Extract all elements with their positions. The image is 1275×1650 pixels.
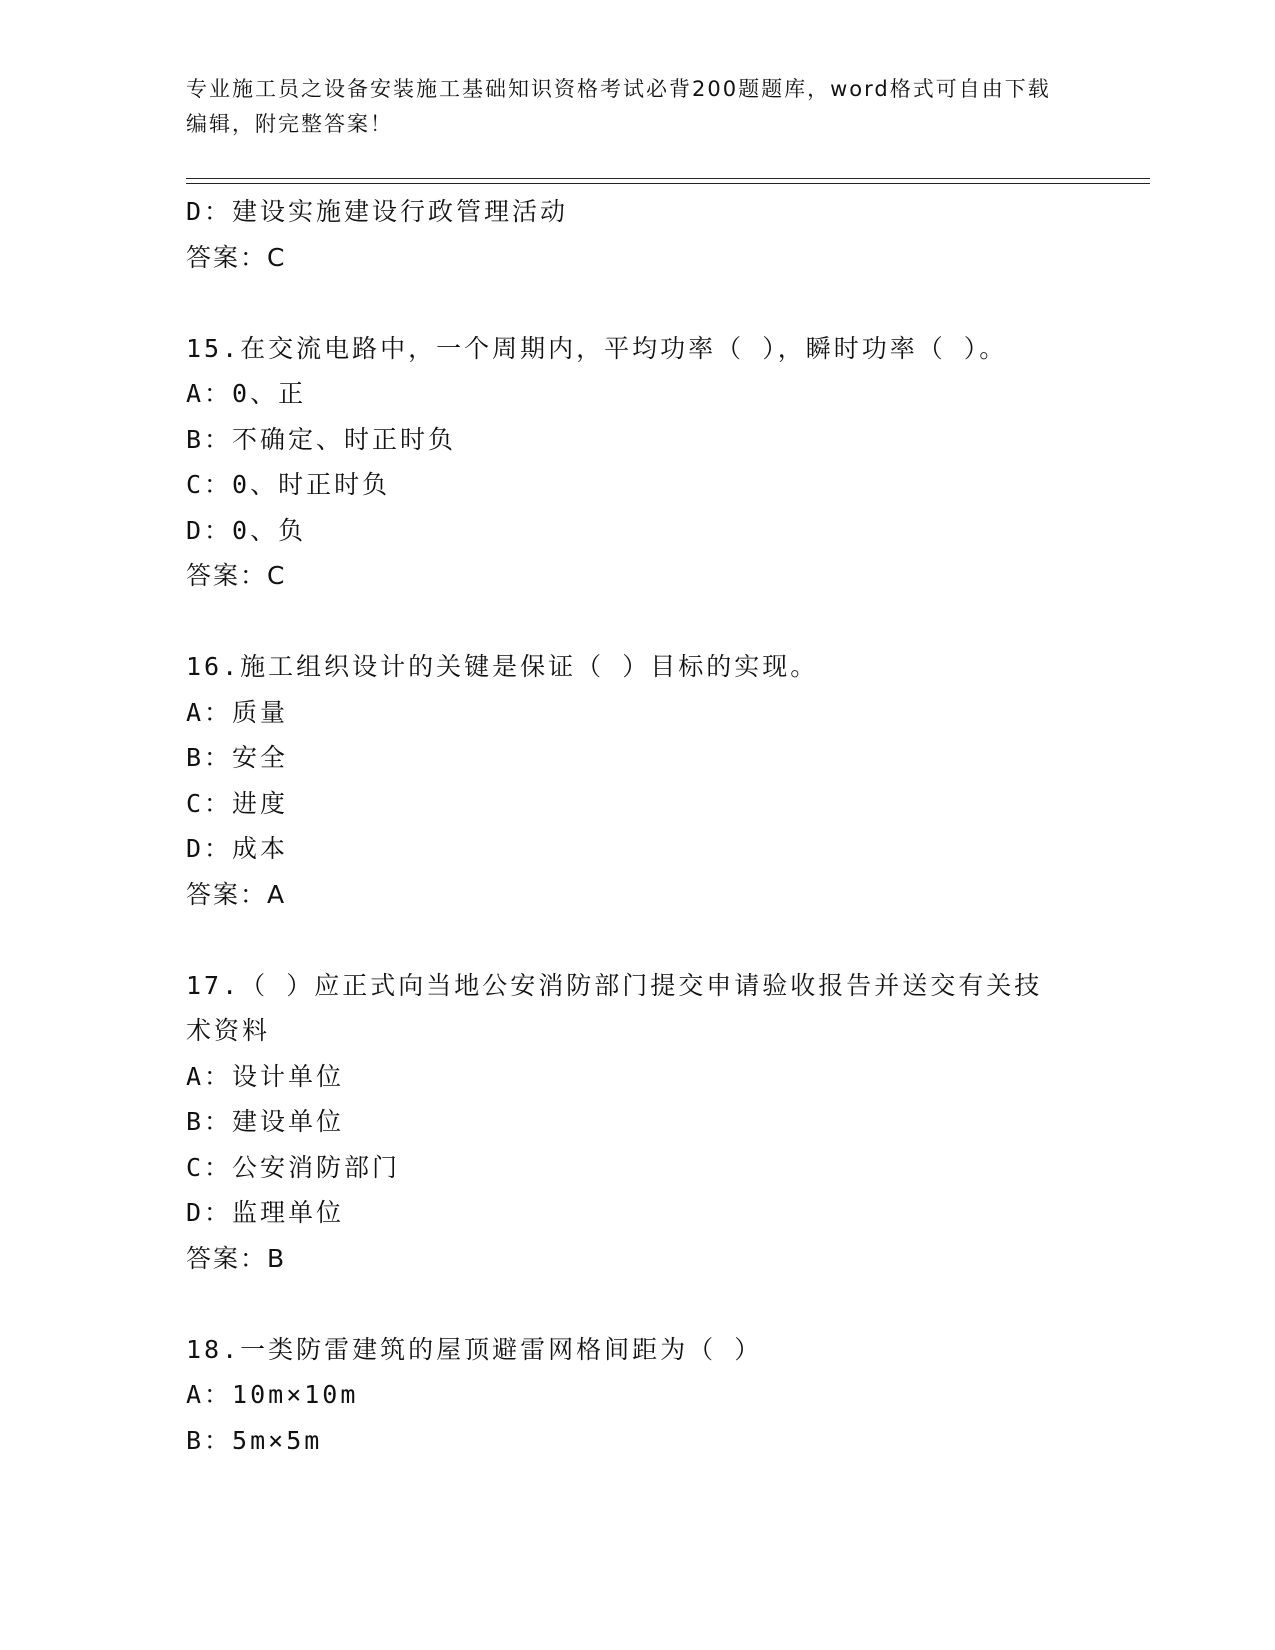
question-stem: 18.一类防雷建筑的屋顶避雷网格间距为（ ） bbox=[186, 1334, 763, 1364]
option-d: D：监理单位 bbox=[186, 1198, 345, 1227]
question-18 bbox=[186, 1327, 1086, 1464]
option-c: C：0、时正时负 bbox=[186, 470, 391, 499]
question-17 bbox=[186, 963, 1086, 1282]
answer: 答案：C bbox=[186, 561, 287, 590]
question-15 bbox=[186, 326, 1086, 599]
question-16 bbox=[186, 644, 1086, 917]
option-a: A：10m×10m bbox=[186, 1380, 359, 1409]
option-d: D：成本 bbox=[186, 834, 289, 863]
header-divider-bottom bbox=[186, 183, 1150, 184]
option-b: B：5m×5m bbox=[186, 1425, 323, 1455]
question-list bbox=[186, 189, 1086, 1463]
option-b: B：不确定、时正时负 bbox=[186, 424, 457, 454]
option-d: D：0、负 bbox=[186, 515, 307, 545]
option-c: C：公安消防部门 bbox=[186, 1152, 401, 1182]
document-header: 专业施工员之设备安装施工基础知识资格考试必背200题题库，word格式可自由下载编辑，附完整答案！ bbox=[186, 77, 1051, 136]
question-stem-line-1: 17.（ ）应正式向当地公安消防部门提交申请验收报告并送交有关技 bbox=[186, 970, 1043, 1000]
option-a: A：0、正 bbox=[186, 379, 307, 408]
option-a: A：设计单位 bbox=[186, 1061, 345, 1091]
option-b: B：安全 bbox=[186, 743, 289, 772]
question-stem: 15.在交流电路中，一个周期内，平均功率（ ），瞬时功率（ ）。 bbox=[186, 333, 1008, 363]
option-a: A：质量 bbox=[186, 697, 289, 727]
option-d: D：建设实施建设行政管理活动 bbox=[186, 197, 569, 226]
question-stem-line-2: 术资料 bbox=[186, 1016, 271, 1045]
option-b: B：建设单位 bbox=[186, 1107, 345, 1136]
option-c: C：进度 bbox=[186, 788, 289, 818]
answer: 答案：A bbox=[186, 879, 287, 909]
question-stem: 16.施工组织设计的关键是保证（ ）目标的实现。 bbox=[186, 652, 819, 681]
answer: 答案：C bbox=[186, 242, 287, 272]
header-divider-top bbox=[186, 178, 1150, 179]
answer: 答案：B bbox=[186, 1243, 287, 1273]
